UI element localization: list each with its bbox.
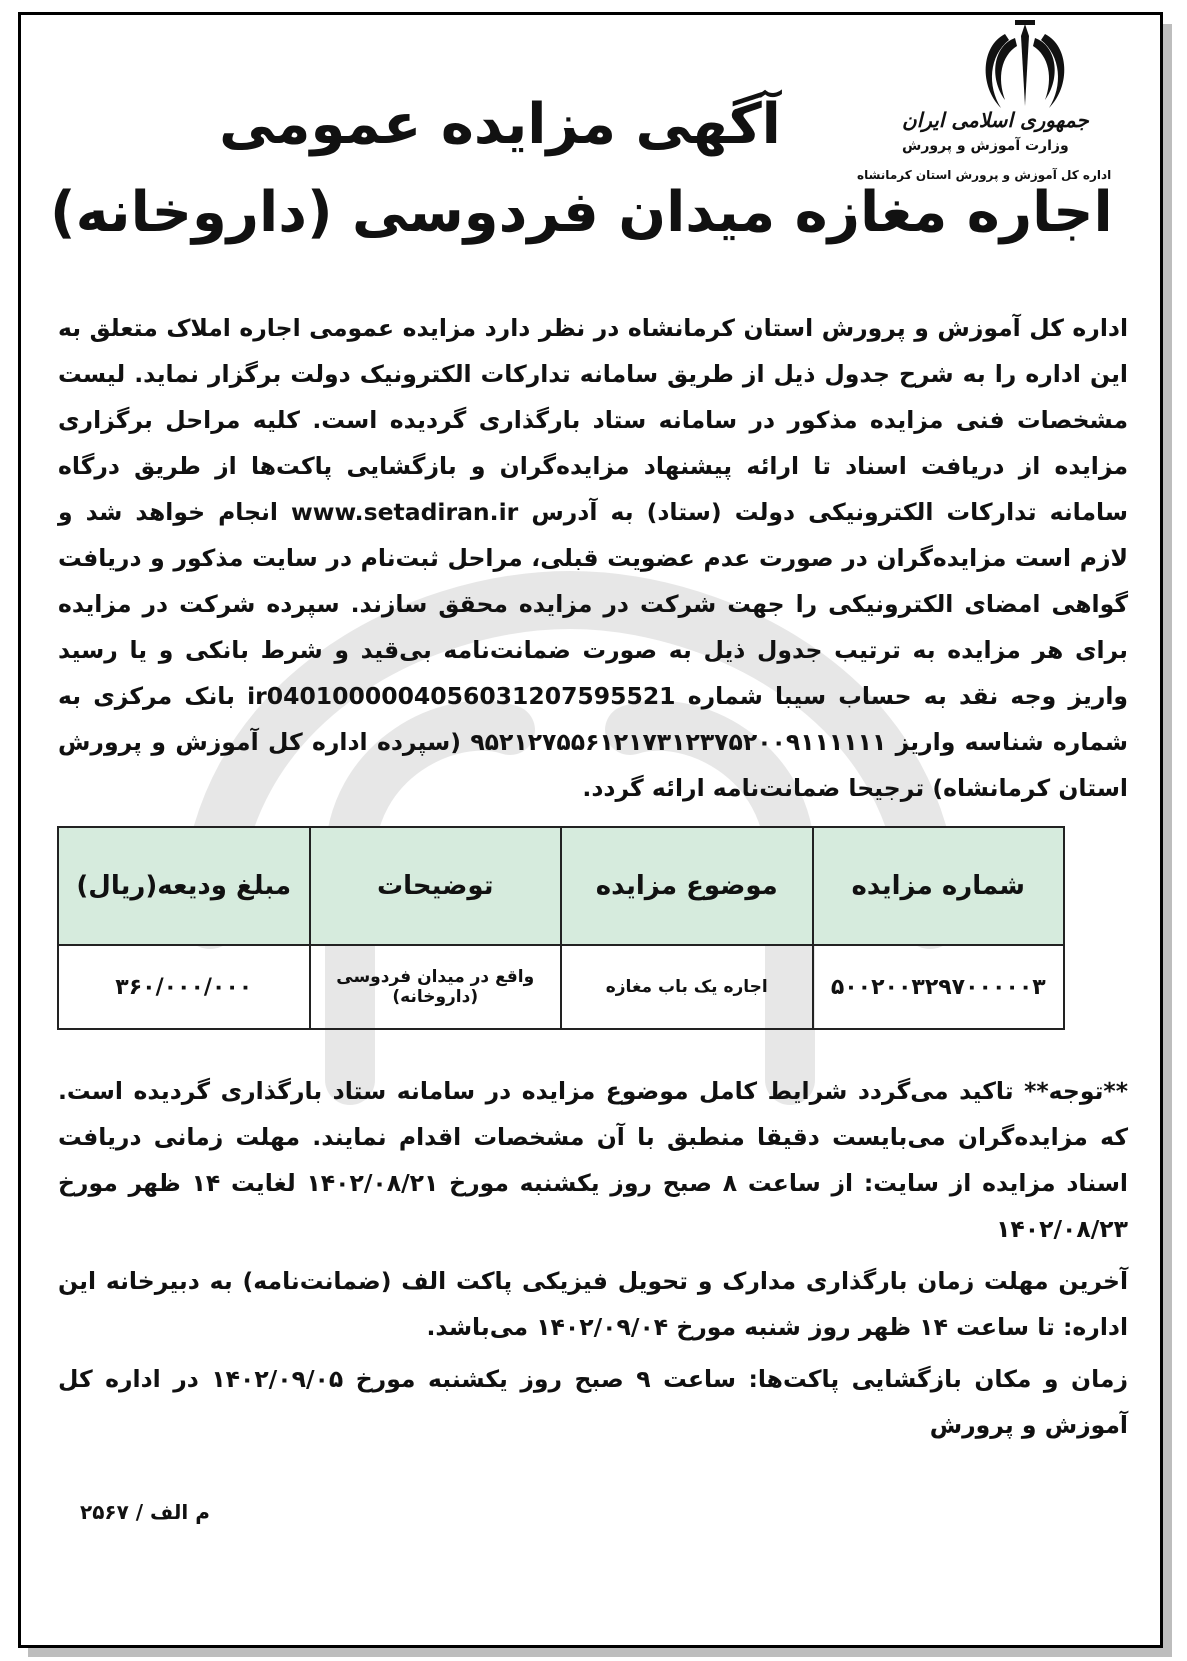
note-paragraph-3: زمان و مکان بازگشایی پاکت‌ها: ساعت ۹ صبح روز یکشنبه مورخ ۱۴۰۲/۰۹/۰۵ در اداره کل آموزش و پرورش — [58, 1365, 1128, 1439]
header-description: توضیحات — [310, 827, 562, 945]
body-text-part2: انجام خواهد شد و لازم است مزایده‌گران در صورت عدم عضویت قبلی، مراحل ثبت‌نام در سایت مذکور و دریافت گواهی امضای الکترونیکی را جهت شرکت در مزایده محقق سازند. سپرده شرکت در مزایده برای هر مزایده به ترتیب جدول ذیل به صورت ضمانت‌نامه بی‌قید و شرط بانکی و یا رسید واریز وجه نقد به حساب سیبا شماره — [58, 498, 1129, 710]
cell-auction-subject: اجاره یک باب مغازه — [561, 945, 813, 1029]
frame-shadow-bottom — [28, 1648, 1172, 1657]
org-name-line1: جمهوری اسلامی ایران — [902, 108, 1089, 132]
notes-section — [58, 1068, 1128, 1454]
publication-code: م الف / ۲۵۶۷ — [80, 1500, 210, 1524]
note-text-1: تاکید می‌گردد شرایط کامل موضوع مزایده در سامانه ستاد بارگذاری گردیده است. که مزایده‌گران می‌بایست دقیقا منطبق با آن مشخصات اقدام نمایند. مهلت زمانی دریافت اسناد مزایده از سایت: از ساعت ۸ صبح روز یکشنبه مورخ ۱۴۰۲/۰۸/۲۱ لغایت ۱۴ ظهر مورخ ۱۴۰۲/۰۸/۲۳ — [58, 1077, 1128, 1243]
notice-subtitle: اجاره مغازه میدان فردوسی (داروخانه) — [50, 180, 1113, 245]
table-header-row — [58, 827, 1064, 945]
table-row — [58, 945, 1064, 1029]
auction-table — [57, 826, 1065, 1030]
note-paragraph-1 — [58, 1068, 1128, 1252]
notice-title: آگهی مزایده عمومی — [219, 92, 781, 157]
body-text-part1: اداره کل آموزش و پرورش استان کرمانشاه در نظر دارد مزایده عمومی اجاره املاک متعلق به این اداره را به شرح جدول ذیل از طریق سامانه تدارکات الکترونیک دولت برگزار نماید. لیست مشخصات فنی مزایده مذکور در سامانه ستاد بارگذاری گردیده است. کلیه مراحل برگزاری مزایده از دریافت اسناد تا ارائه پیشنهاد مزایده‌گران و بازگشایی پاکت‌ها از طریق درگاه سامانه تدارکات الکترونیکی دولت (ستاد) به آدرس — [58, 314, 1128, 526]
frame-shadow-right — [1163, 24, 1172, 1656]
note-paragraph-2: آخرین مهلت زمان بارگذاری مدارک و تحویل فیزیکی پاکت الف (ضمانت‌نامه) به دبیرخانه این اداره: تا ساعت ۱۴ ظهر روز شنبه مورخ ۱۴۰۲/۰۹/۰۴ می‌باشد. — [58, 1267, 1128, 1341]
iran-emblem-icon — [975, 16, 1075, 116]
notice-body — [58, 305, 1128, 811]
cell-auction-number: ۵۰۰۲۰۰۳۲۹۷۰۰۰۰۰۳ — [813, 945, 1065, 1029]
org-name-line3: اداره کل آموزش و پرورش استان کرمانشاه — [857, 168, 1112, 182]
header-auction-number: شماره مزایده — [813, 827, 1065, 945]
body-text-part3: بانک مرکزی به شماره شناسه واریز ۹۵۲۱۲۷۵۵۶۱۲۱۷۳۱۲۳۷۵۲۰۰۹۱۱۱۱۱۱ (سپرده اداره کل آموزش و پرورش استان کرمانشاه) ترجیحا ضمانت‌نامه ارائه گردد. — [58, 682, 1129, 802]
org-name-line2: وزارت آموزش و پرورش — [902, 138, 1069, 154]
cell-description: واقع در میدان فردوسی (داروخانه) — [310, 945, 562, 1029]
cell-deposit-amount: ۳۶۰/۰۰۰/۰۰۰ — [58, 945, 310, 1029]
header-auction-subject: موضوع مزایده — [561, 827, 813, 945]
website-link[interactable]: www.setadiran.ir — [291, 498, 519, 526]
header-deposit-amount: مبلغ ودیعه(ریال) — [58, 827, 310, 945]
sheba-account-number: ir040100000405603120759552​1 — [247, 682, 676, 710]
note-label: **توجه** — [1024, 1077, 1128, 1105]
